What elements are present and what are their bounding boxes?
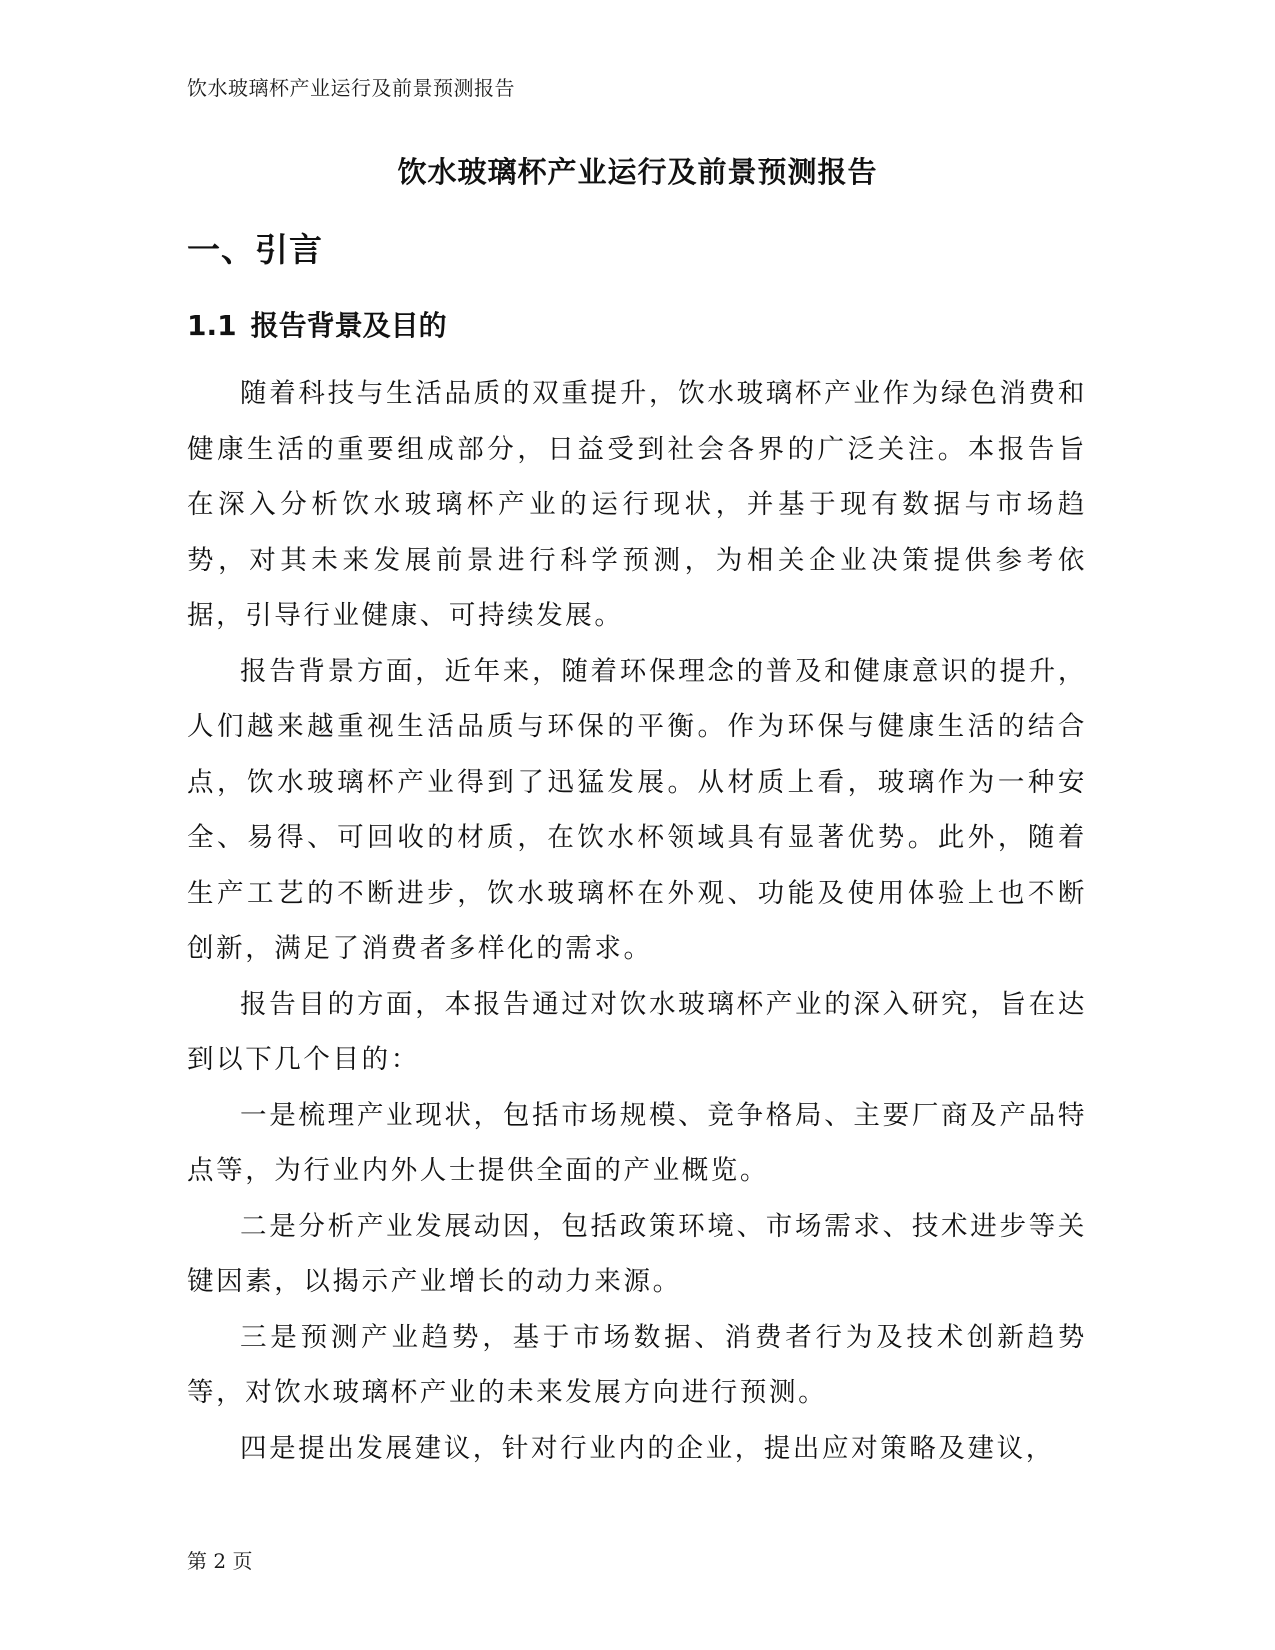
paragraph: 报告背景方面，近年来，随着环保理念的普及和健康意识的提升，人们越来越重视生活品质与环保的平衡。作为环保与健康生活的结合点，饮水玻璃杯产业得到了迅猛发展。从材质上看，玻璃作为一种安全、易得、可回收的材质，在饮水杯领域具有显著优势。此外，随着生产工艺的不断进步，饮水玻璃杯在外观、功能及使用体验上也不断创新，满足了消费者多样化的需求。 (187, 655, 1087, 964)
document-title: 饮水玻璃杯产业运行及前景预测报告 (397, 155, 878, 189)
paragraph: 一是梳理产业现状，包括市场规模、竞争格局、主要厂商及产品特点等，为行业内外人士提供全面的产业概览。 (187, 1099, 1087, 1186)
subsection-heading (187, 304, 447, 344)
paragraph: 报告目的方面，本报告通过对饮水玻璃杯产业的深入研究，旨在达到以下几个目的： (187, 988, 1087, 1075)
subsection-title: 报告背景及目的 (250, 309, 447, 342)
section-heading: 一、引言 (187, 230, 323, 269)
paragraph: 四是提出发展建议，针对行业内的企业，提出应对策略及建议， (240, 1432, 1055, 1464)
subsection-number: 1.1 (187, 309, 237, 342)
body-content (187, 366, 1087, 1476)
paragraph: 随着科技与生活品质的双重提升，饮水玻璃杯产业作为绿色消费和健康生活的重要组成部分，日益受到社会各界的广泛关注。本报告旨在深入分析饮水玻璃杯产业的运行现状，并基于现有数据与市场趋势，对其未来发展前景进行科学预测，为相关企业决策提供参考依据，引导行业健康、可持续发展。 (187, 378, 1087, 631)
paragraph: 三是预测产业趋势，基于市场数据、消费者行为及技术创新趋势等，对饮水玻璃杯产业的未来发展方向进行预测。 (187, 1321, 1087, 1408)
paragraph: 二是分析产业发展动因，包括政策环境、市场需求、技术进步等关键因素，以揭示产业增长的动力来源。 (187, 1210, 1087, 1297)
running-header: 饮水玻璃杯产业运行及前景预测报告 (187, 76, 515, 100)
page-number: 第 2 页 (187, 1549, 253, 1573)
